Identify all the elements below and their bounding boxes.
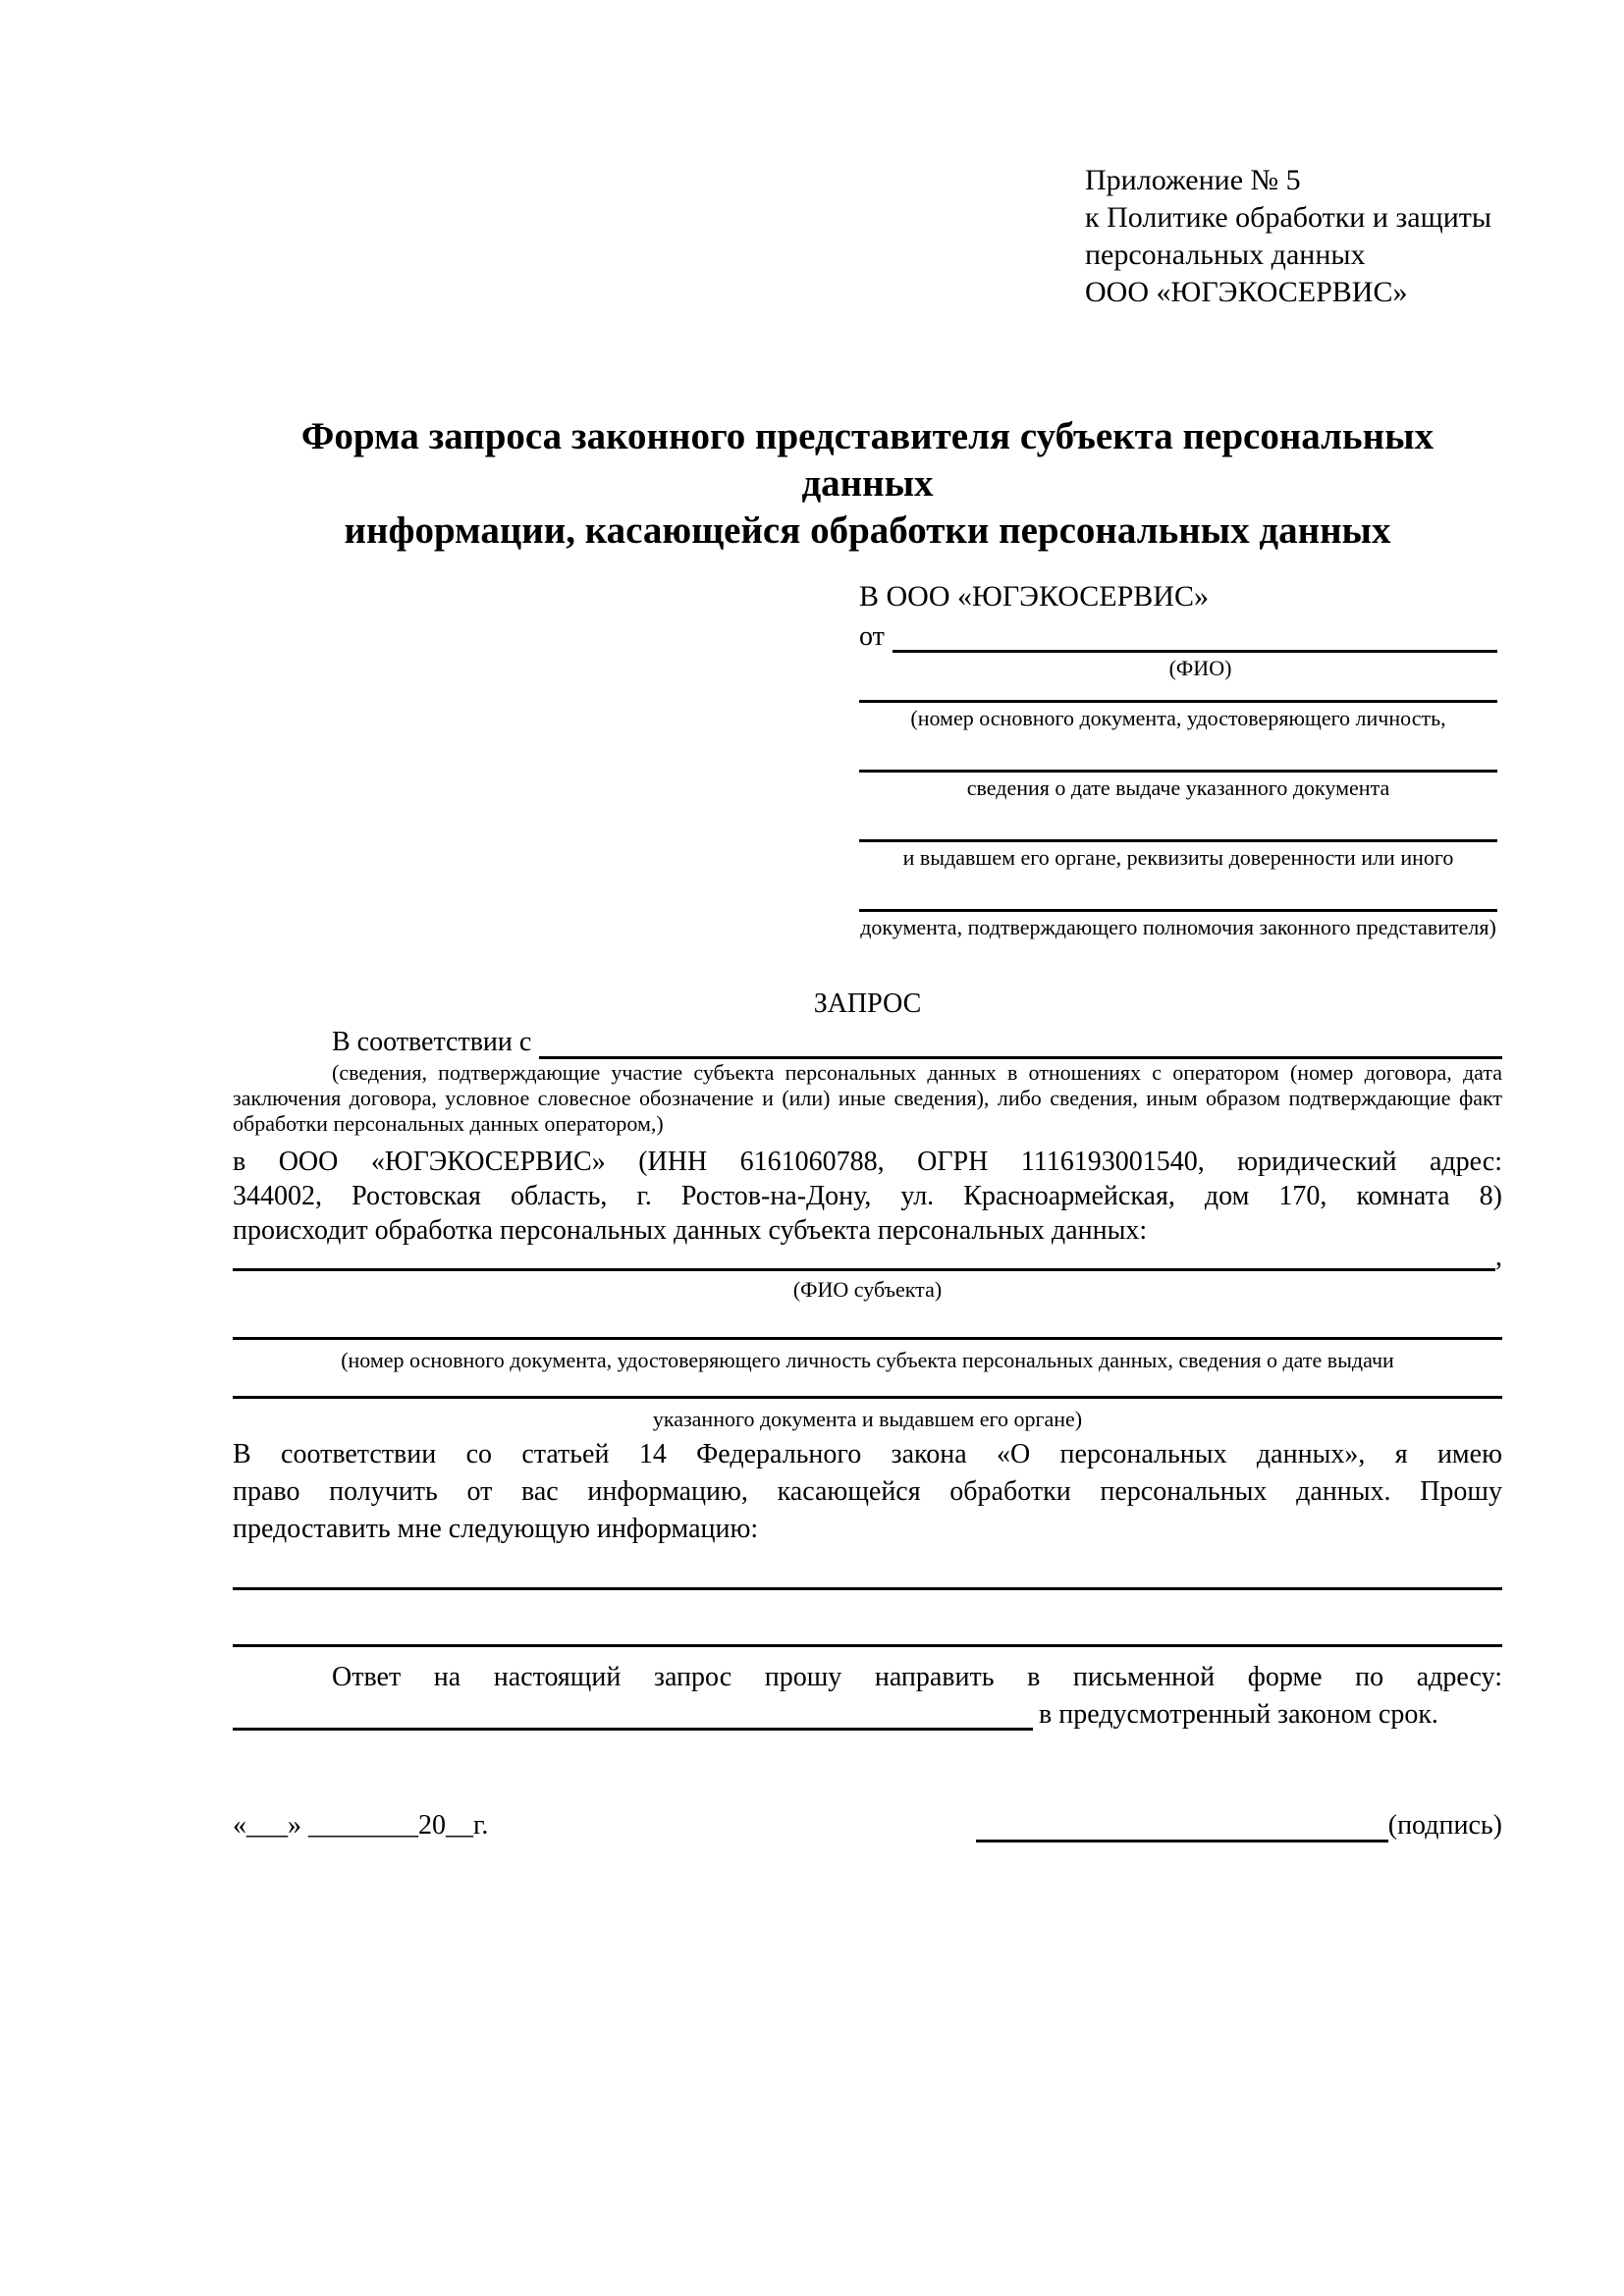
basis-caption-line-1: (сведения, подтверждающие участие субъекта персональных данных в отношениях с оператором (номер договора, дата	[332, 1060, 1502, 1085]
information-blank-line-2	[233, 1590, 1502, 1647]
reply-request-line: Ответ на настоящий запрос прошу направить в письменной форме по адресу:	[332, 1662, 1502, 1692]
issue-date-caption: сведения о дате выдаче указанного документа	[966, 775, 1390, 800]
subject-fio-field	[233, 1242, 1502, 1272]
subject-fio-caption: (ФИО субъекта)	[792, 1277, 943, 1302]
from-label: от	[859, 621, 885, 652]
basis-caption-paragraph	[233, 1060, 1502, 1137]
law-line-2: право получить от вас информацию, касающейся обработки персональных данных. Прошу	[233, 1476, 1502, 1507]
subject-document-blank-line-2	[233, 1373, 1502, 1399]
basis-caption-line-2: заключения договора, условное словесное обозначение и (или) иные сведения), либо сведения, иным образом подтверждающие факт	[233, 1086, 1502, 1110]
fio-caption: (ФИО)	[1168, 656, 1232, 680]
addressee-block	[859, 578, 1497, 940]
law-paragraph	[233, 1436, 1502, 1548]
operator-line-1: в ООО «ЮГЭКОСЕРВИС» (ИНН 6161060788, ОГРН 1116193001540, юридический адрес:	[233, 1147, 1502, 1177]
subject-document-caption-1: (номер основного документа, удостоверяющего личность субъекта персональных данных, сведения о дате выдачи	[341, 1348, 1394, 1372]
trailing-comma: ,	[1495, 1242, 1502, 1272]
appendix-line-4: ООО «ЮГЭКОСЕРВИС»	[1085, 276, 1408, 308]
appendix-block	[1085, 162, 1502, 311]
addressee-organization: В ООО «ЮГЭКОСЕРВИС»	[859, 580, 1209, 613]
appendix-line-2: к Политике обработки и защиты	[1085, 201, 1492, 234]
reply-deadline-text: в предусмотренный законом срок.	[1039, 1699, 1438, 1730]
law-line-3: предоставить мне следующую информацию:	[233, 1514, 759, 1544]
title-line-2: информации, касающейся обработки персональных данных	[344, 509, 1391, 552]
representative-document-caption: (номер основного документа, удостоверяющего личность,	[910, 706, 1446, 730]
from-blank-line	[893, 647, 1497, 653]
operator-paragraph	[233, 1145, 1502, 1248]
signature-caption: (подпись)	[1387, 1810, 1502, 1841]
subject-fio-blank-line	[233, 1265, 1495, 1271]
reply-address-field	[233, 1699, 1502, 1731]
issuing-authority-caption: и выдавшем его органе, реквизиты доверенности или иного	[902, 845, 1454, 870]
authority-document-caption: документа, подтверждающего полномочия законного представителя)	[860, 915, 1496, 939]
law-line-1: В соответствии со статьей 14 Федерального закона «О персональных данных», я имею	[233, 1439, 1502, 1469]
information-blank-line-1	[233, 1548, 1502, 1590]
issue-date-blank-line	[859, 731, 1497, 773]
subject-document-caption-2: указанного документа и выдавшем его органе)	[652, 1407, 1083, 1431]
appendix-line-1: Приложение № 5	[1085, 164, 1301, 196]
date-blank: «___» ________20__г.	[233, 1810, 489, 1841]
issuing-authority-blank-line	[859, 801, 1497, 842]
authority-document-blank-line	[859, 871, 1497, 912]
signature-row	[233, 1808, 1502, 1842]
representative-document-blank-line	[859, 681, 1497, 703]
title-line-1: Форма запроса законного представителя субъекта персональных данных	[300, 415, 1435, 505]
from-field	[859, 620, 1497, 653]
operator-line-3: происходит обработка персональных данных субъекта персональных данных:	[233, 1215, 1148, 1246]
reply-address-blank-line	[233, 1725, 1033, 1731]
basis-caption-line-3: обработки персональных данных оператором,)	[233, 1111, 664, 1136]
operator-line-2: 344002, Ростовская область, г. Ростов-на-Дону, ул. Красноармейская, дом 170, комната 8)	[233, 1181, 1502, 1211]
basis-blank-line	[539, 1053, 1502, 1059]
basis-field	[233, 1025, 1502, 1059]
signature-blank-line	[976, 1837, 1388, 1842]
subject-document-blank-line	[233, 1303, 1502, 1340]
basis-label: В соответствии с	[332, 1027, 532, 1057]
document-title	[233, 413, 1502, 555]
appendix-line-3: персональных данных	[1085, 239, 1366, 271]
request-heading: ЗАПРОС	[813, 988, 922, 1019]
